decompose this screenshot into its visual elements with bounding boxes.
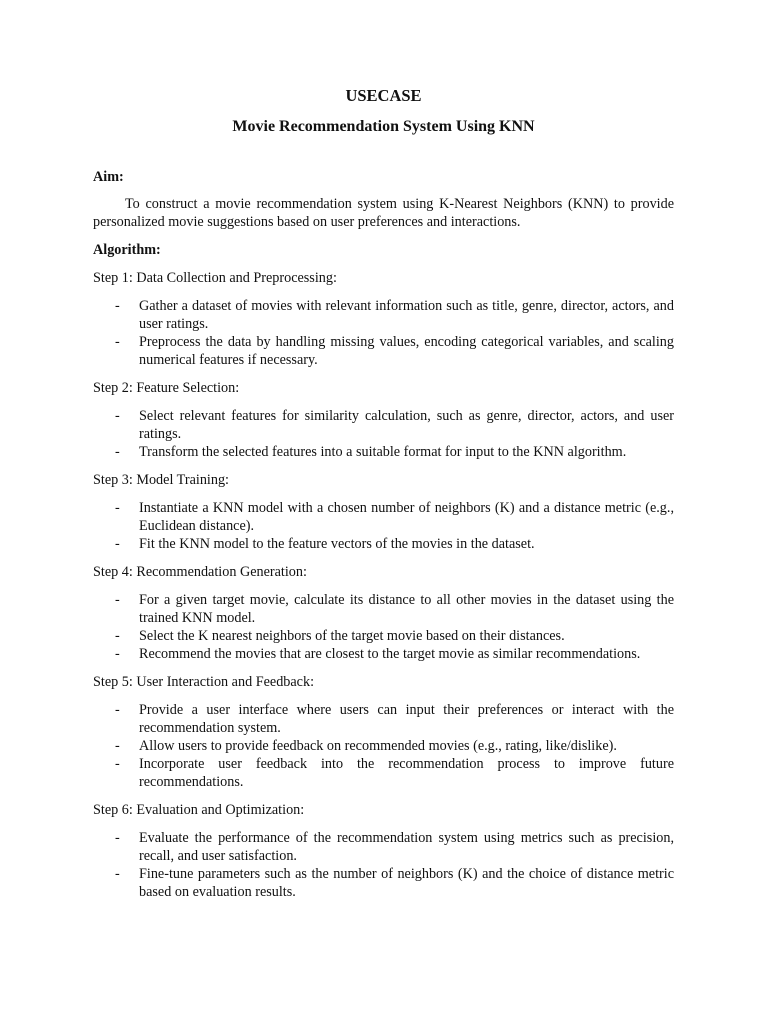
list-item-text: Incorporate user feedback into the recommendation process to improve future recommendations.: [139, 756, 674, 790]
bullet-dash: -: [115, 756, 120, 772]
step-title: Step 4: Recommendation Generation:: [93, 564, 307, 580]
step-title: Step 3: Model Training:: [93, 472, 229, 488]
bullet-dash: -: [115, 408, 120, 424]
list-item: [93, 407, 674, 443]
list-item-text: Preprocess the data by handling missing values, encoding categorical variables, and scaling numerical features if necessary.: [139, 334, 674, 368]
step-bullet-list: [93, 591, 674, 663]
bullet-dash: -: [115, 830, 120, 846]
list-item-text: Recommend the movies that are closest to the target movie as similar recommendations.: [139, 646, 641, 662]
algorithm-steps: [93, 269, 674, 901]
list-item: [93, 443, 674, 461]
bullet-dash: -: [115, 702, 120, 718]
list-item-text: Select the K nearest neighbors of the target movie based on their distances.: [139, 628, 565, 644]
list-item: [93, 499, 674, 535]
bullet-dash: -: [115, 646, 120, 662]
list-item-text: Select relevant features for similarity calculation, such as genre, director, actors, and user ratings.: [139, 408, 674, 442]
bullet-dash: -: [115, 536, 120, 552]
aim-paragraph: To construct a movie recommendation system using K-Nearest Neighbors (KNN) to provide personalized movie suggestions based on user preferences and interactions.: [93, 196, 674, 230]
list-item: [93, 865, 674, 901]
bullet-dash: -: [115, 628, 120, 644]
step-title: Step 1: Data Collection and Preprocessing:: [93, 270, 337, 286]
list-item-text: Fit the KNN model to the feature vectors of the movies in the dataset.: [139, 536, 535, 552]
step-bullet-list: [93, 499, 674, 553]
bullet-dash: -: [115, 592, 120, 608]
step-bullet-list: [93, 297, 674, 369]
list-item: [93, 737, 674, 755]
list-item: [93, 333, 674, 369]
list-item-text: Instantiate a KNN model with a chosen number of neighbors (K) and a distance metric (e.g., Euclidean distance).: [139, 500, 674, 534]
document-subtitle: Movie Recommendation System Using KNN: [232, 118, 535, 135]
bullet-dash: -: [115, 738, 120, 754]
algorithm-heading: Algorithm:: [93, 242, 161, 258]
list-item-text: For a given target movie, calculate its distance to all other movies in the dataset using the trained KNN model.: [139, 592, 674, 626]
step-title: Step 5: User Interaction and Feedback:: [93, 674, 315, 690]
aim-heading: Aim:: [93, 169, 124, 185]
list-item: [93, 645, 674, 663]
list-item: [93, 627, 674, 645]
step-title: Step 2: Feature Selection:: [93, 380, 240, 396]
list-item-text: Transform the selected features into a suitable format for input to the KNN algorithm.: [139, 444, 627, 460]
step-bullet-list: [93, 701, 674, 791]
list-item-text: Fine-tune parameters such as the number of neighbors (K) and the choice of distance metric based on evaluation results.: [139, 866, 674, 900]
list-item: [93, 591, 674, 627]
bullet-dash: -: [115, 500, 120, 516]
list-item-text: Allow users to provide feedback on recommended movies (e.g., rating, like/dislike).: [139, 738, 617, 754]
step-bullet-list: [93, 407, 674, 461]
step-title: Step 6: Evaluation and Optimization:: [93, 802, 305, 818]
step-bullet-list: [93, 829, 674, 901]
list-item: [93, 297, 674, 333]
bullet-dash: -: [115, 298, 120, 314]
bullet-dash: -: [115, 444, 120, 460]
bullet-dash: -: [115, 334, 120, 350]
list-item-text: Gather a dataset of movies with relevant information such as title, genre, director, actors, and user ratings.: [139, 298, 674, 332]
list-item: [93, 535, 674, 553]
list-item: [93, 755, 674, 791]
list-item-text: Evaluate the performance of the recommendation system using metrics such as precision, recall, and user satisfaction.: [139, 830, 674, 864]
bullet-dash: -: [115, 866, 120, 882]
list-item: [93, 829, 674, 865]
list-item-text: Provide a user interface where users can input their preferences or interact with the recommendation system.: [139, 702, 674, 736]
document-title: USECASE: [345, 86, 422, 105]
list-item: [93, 701, 674, 737]
